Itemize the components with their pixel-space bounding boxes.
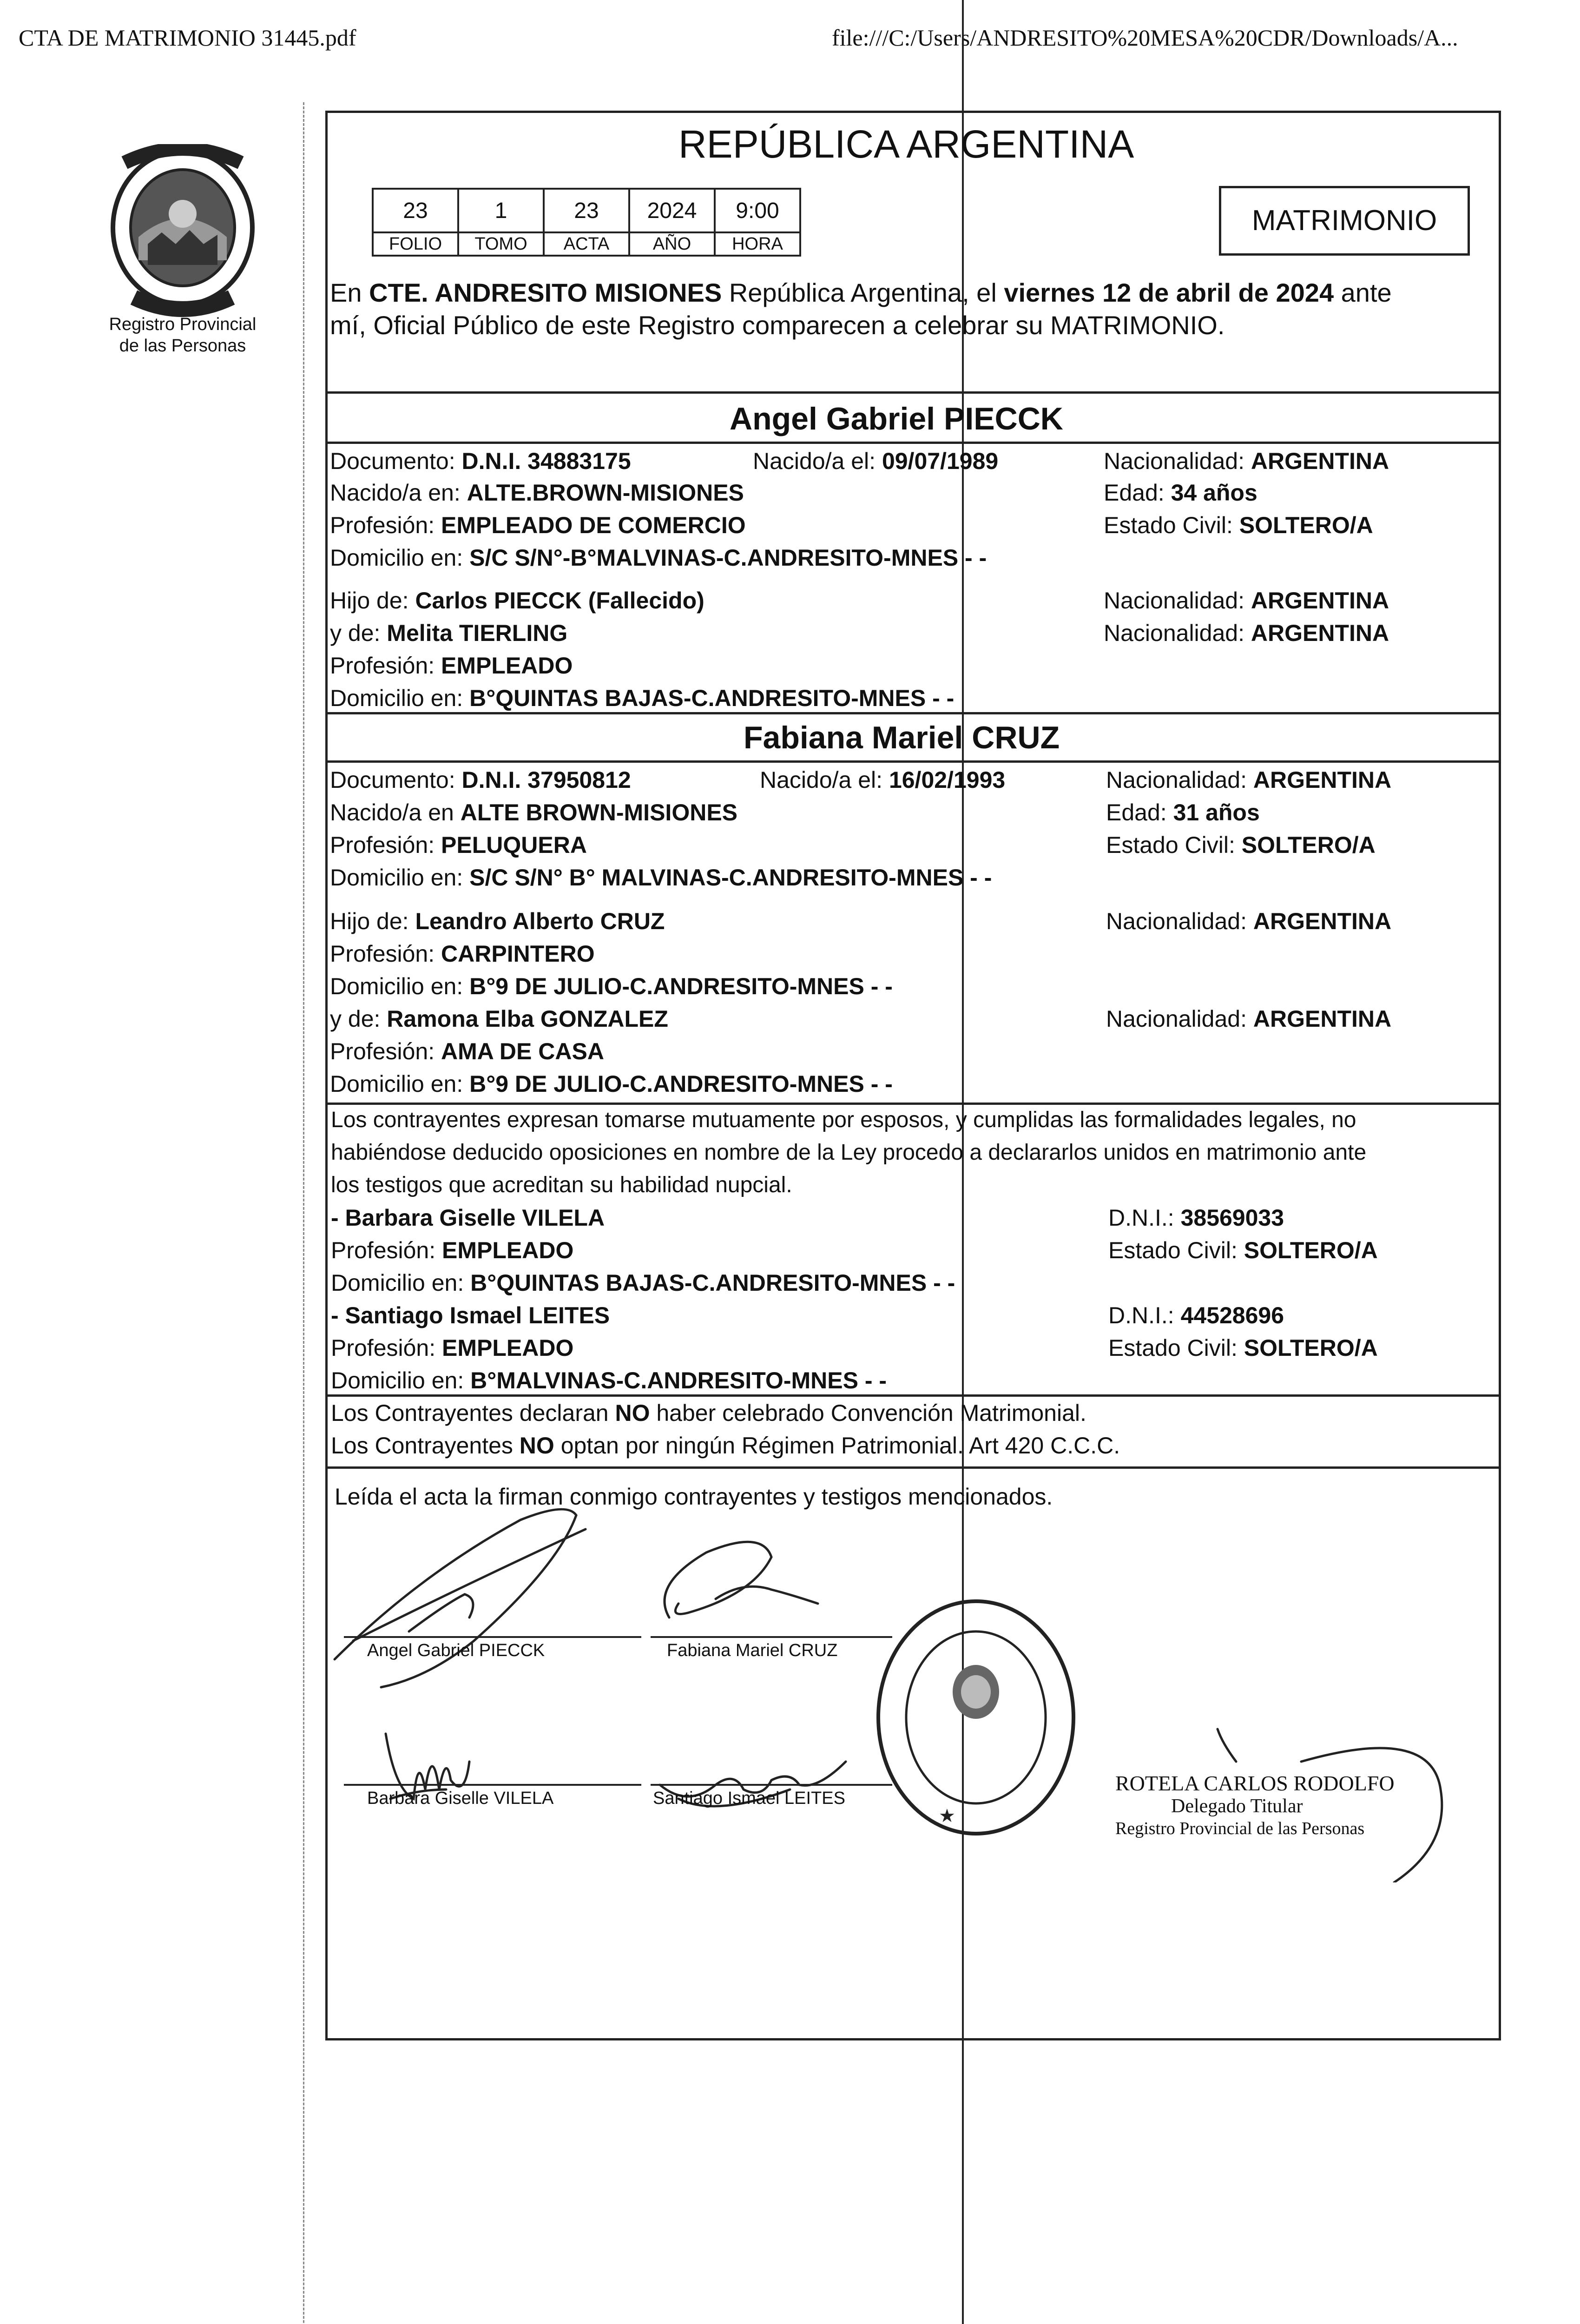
spouse1-nationality: Nacionalidad: ARGENTINA: [1104, 448, 1389, 474]
signature-name-angel: Angel Gabriel PIECCK: [367, 1641, 545, 1660]
spouse1-address: Domicilio en: S/C S/N°-B°MALVINAS-C.ANDRESITO-MNES - -: [330, 545, 987, 571]
officer-title: Delegado Titular: [1171, 1796, 1303, 1817]
spouse1-mother: y de: Melita TIERLING: [330, 620, 568, 646]
signature-name-santiago: Santiago Ismael LEITES: [653, 1789, 845, 1808]
anio-value: 2024: [629, 189, 715, 232]
spouse1-civil-status: Estado Civil: SOLTERO/A: [1104, 512, 1373, 538]
regime-patrimonial: Los Contrayentes NO optan por ningún Régimen Patrimonial. Art 420 C.C.C.: [331, 1433, 1120, 1459]
witness1-profession: Profesión: EMPLEADO: [331, 1237, 574, 1263]
signature-line: [344, 1636, 641, 1638]
witness1-civil-status: Estado Civil: SOLTERO/A: [1108, 1237, 1378, 1263]
acta-label: ACTA: [544, 232, 629, 256]
divider: [325, 1103, 1501, 1105]
witness2-address: Domicilio en: B°MALVINAS-C.ANDRESITO-MNES - -: [331, 1367, 887, 1393]
spouse2-mother-address: Domicilio en: B°9 DE JULIO-C.ANDRESITO-MNES - -: [330, 1071, 893, 1097]
regime-convention: Los Contrayentes declaran NO haber celebrado Convención Matrimonial.: [331, 1400, 1086, 1426]
spouse2-father-address: Domicilio en: B°9 DE JULIO-C.ANDRESITO-MNES - -: [330, 973, 893, 999]
official-stamp: [864, 1590, 1087, 1857]
hora-value: 9:00: [715, 189, 800, 232]
witness2-profession: Profesión: EMPLEADO: [331, 1335, 574, 1361]
spouse1-parents-address: Domicilio en: B°QUINTAS BAJAS-C.ANDRESITO-MNES - -: [330, 685, 955, 711]
spouse1-birthplace: Nacido/a en: ALTE.BROWN-MISIONES: [330, 480, 744, 506]
spouse1-age: Edad: 34 años: [1104, 480, 1257, 506]
acta-value: 23: [544, 189, 629, 232]
spouse2-father-nationality: Nacionalidad: ARGENTINA: [1106, 908, 1392, 934]
witness1-dni: D.N.I.: 38569033: [1108, 1205, 1284, 1231]
folio-label: FOLIO: [373, 232, 458, 256]
divider: [325, 760, 1501, 763]
divider: [325, 1394, 1501, 1397]
spouse2-birthplace: Nacido/a en ALTE BROWN-MISIONES: [330, 799, 738, 825]
document-title: REPÚBLICA ARGENTINA: [678, 122, 1134, 166]
spouse1-mother-nationality: Nacionalidad: ARGENTINA: [1104, 620, 1389, 646]
ceremony-date: viernes 12 de abril de 2024: [1004, 278, 1334, 307]
document-type-box: MATRIMONIO: [1219, 186, 1470, 256]
spouse2-father: Hijo de: Leandro Alberto CRUZ: [330, 908, 665, 934]
hora-label: HORA: [715, 232, 800, 256]
registry-caption-line2: de las Personas: [119, 336, 246, 356]
signature-line: [651, 1784, 892, 1786]
spouse2-civil-status: Estado Civil: SOLTERO/A: [1106, 832, 1376, 858]
tomo-label: TOMO: [458, 232, 544, 256]
province-seal-logo: [106, 144, 259, 323]
spouse1-birthdate: Nacido/a el: 09/07/1989: [753, 448, 999, 474]
declaration-line-3: los testigos que acreditan su habilidad nupcial.: [331, 1173, 792, 1197]
signature-name-barbara: Barbara Giselle VILELA: [367, 1789, 554, 1808]
divider: [325, 442, 1501, 444]
spouse2-address: Domicilio en: S/C S/N° B° MALVINAS-C.ANDRESITO-MNES - -: [330, 865, 992, 891]
spouse2-birthdate: Nacido/a el: 16/02/1993: [760, 767, 1006, 793]
tomo-value: 1: [458, 189, 544, 232]
svg-text:★: ★: [939, 1806, 955, 1826]
witness1-name: - Barbara Giselle VILELA: [331, 1205, 605, 1231]
spouse2-document: Documento: D.N.I. 37950812: [330, 767, 631, 793]
spouse1-document: Documento: D.N.I. 34883175: [330, 448, 631, 474]
spouse2-mother-profession: Profesión: AMA DE CASA: [330, 1038, 604, 1064]
declaration-line-1: Los contrayentes expresan tomarse mutuamente por esposos, y cumplidas las formalidades legales, no: [331, 1108, 1356, 1132]
spouse2-nationality: Nacionalidad: ARGENTINA: [1106, 767, 1392, 793]
divider: [325, 391, 1501, 394]
spouse1-parents-profession: Profesión: EMPLEADO: [330, 653, 573, 679]
intro-line-2: mí, Oficial Público de este Registro comparecen a celebrar su MATRIMONIO.: [330, 310, 1225, 340]
ceremony-place: CTE. ANDRESITO MISIONES: [369, 278, 722, 307]
spouse1-profession: Profesión: EMPLEADO DE COMERCIO: [330, 512, 746, 538]
spouse2-profession: Profesión: PELUQUERA: [330, 832, 587, 858]
intro-line-1: En CTE. ANDRESITO MISIONES República Argentina, el viernes 12 de abril de 2024 ante: [330, 278, 1392, 307]
spouse2-mother-nationality: Nacionalidad: ARGENTINA: [1106, 1006, 1392, 1032]
registry-caption-line1: Registro Provincial: [109, 315, 257, 334]
spouse2-name: Fabiana Mariel CRUZ: [744, 720, 1060, 755]
registry-caption: [78, 314, 287, 357]
divider: [325, 712, 1501, 714]
pdf-filename: CTA DE MATRIMONIO 31445.pdf: [19, 25, 356, 51]
spouse2-mother: y de: Ramona Elba GONZALEZ: [330, 1006, 668, 1032]
witness1-address: Domicilio en: B°QUINTAS BAJAS-C.ANDRESITO-MNES - -: [331, 1270, 955, 1296]
witness2-name: - Santiago Ismael LEITES: [331, 1302, 610, 1328]
signature-line: [651, 1636, 892, 1638]
spouse1-father: Hijo de: Carlos PIECCK (Fallecido): [330, 588, 704, 614]
signature-line: [344, 1784, 641, 1786]
file-url: file:///C:/Users/ANDRESITO%20MESA%20CDR/Downloads/A...: [832, 25, 1458, 51]
registry-numbers-table: [372, 188, 801, 257]
anio-label: AÑO: [629, 232, 715, 256]
signature-name-fabiana: Fabiana Mariel CRUZ: [667, 1641, 838, 1660]
spouse1-name: Angel Gabriel PIECCK: [730, 401, 1063, 436]
witness2-civil-status: Estado Civil: SOLTERO/A: [1108, 1335, 1378, 1361]
declaration-line-2: habiéndose deducido oposiciones en nombre de la Ley procedo a declararlos unidos en matrimonio ante: [331, 1140, 1367, 1165]
officer-organization: Registro Provincial de las Personas: [1115, 1819, 1365, 1838]
closing-statement: Leída el acta la firman conmigo contrayentes y testigos mencionados.: [335, 1484, 1053, 1510]
margin-rule: [303, 102, 304, 2324]
officer-name: ROTELA CARLOS RODOLFO: [1115, 1771, 1395, 1795]
witness2-dni: D.N.I.: 44528696: [1108, 1302, 1284, 1328]
folio-value: 23: [373, 189, 458, 232]
spouse2-age: Edad: 31 años: [1106, 799, 1260, 825]
spouse2-father-profession: Profesión: CARPINTERO: [330, 941, 595, 967]
spouse1-father-nationality: Nacionalidad: ARGENTINA: [1104, 588, 1389, 614]
